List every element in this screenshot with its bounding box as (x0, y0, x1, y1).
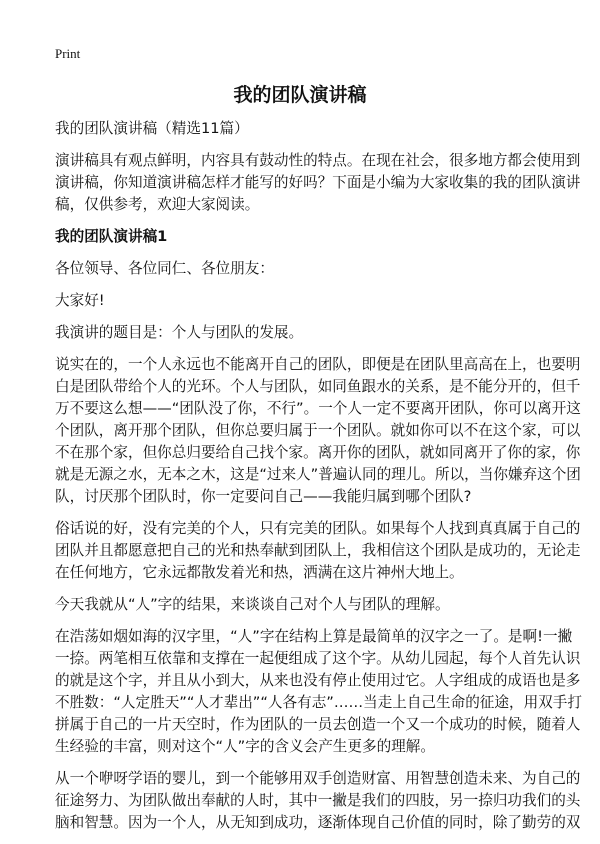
text-line: 就是无源之水，无本之木，这是“过来人”普遍认同的理儿。所以，当你嫌弃这个团 (55, 466, 581, 483)
page-title: 我的团队演讲稿 (233, 84, 367, 106)
text-line: 俗话说的好，没有完美的个人，只有完美的团队。如果每个人找到真真属于自己的 (55, 520, 581, 537)
paragraph (55, 768, 581, 834)
text-line: 团队并且都愿意把自己的光和热奉献到团队上，我相信这个团队是成功的，无论走 (55, 542, 581, 559)
text-line: 脑和智慧。因为一个人，从无知到成功，逐渐体现自己价值的同时，除了勤劳的双 (55, 814, 581, 831)
text-line: 演讲稿具有观点鲜明，内容具有鼓动性的特点。在现在社会，很多地方都会使用到 (55, 152, 581, 169)
text-line: 的就是这个字，并且从小到大，从来也没有停止使用过它。人字组成的成语也是多 (55, 672, 581, 689)
text-line: 我的团队演讲稿1 (55, 228, 168, 245)
paragraph (55, 118, 555, 140)
text-line: 个团队，离开那个团队，但你总要归属于一个团队。就如你可以不在这个家，可以 (55, 422, 581, 439)
text-line: 征途努力、为团队做出奉献的人时，其中一撇是我们的四肢，另一捺归功我们的头 (55, 792, 581, 809)
paragraph (55, 150, 581, 216)
text-line: 白是团队带给个人的光环。个人与团队，如同鱼跟水的关系，是不能分开的，但千 (55, 378, 581, 395)
paragraph (55, 322, 555, 344)
text-line: 队，讨厌那个团队时，你一定要问自己——我能归属到哪个团队? (55, 488, 472, 505)
text-line: 各位领导、各位同仁、各位朋友： (55, 260, 274, 277)
text-line: 一捺。两笔相互依靠和支撑在一起便组成了这个字。从幼儿园起，每个人首先认识 (55, 650, 581, 667)
paragraph (55, 626, 582, 758)
paragraph (55, 258, 555, 280)
text-line: 我的团队演讲稿（精选11篇） (55, 120, 249, 137)
paragraph (55, 594, 555, 616)
text-line: 稿，仅供参考，欢迎大家阅读。 (55, 196, 260, 213)
text-line: 拼属于自己的一片天空时，作为团队的一员去创造一个又一个成功的时候，随着人 (55, 716, 581, 733)
print-link[interactable]: Print (55, 46, 81, 61)
text-line: 不在那个家，但你总归要给自己找个家。离开你的团队，就如同离开了你的家，你 (55, 444, 581, 461)
text-line: 在浩荡如烟如海的汉字里，“人”字在结构上算是最简单的汉字之一了。是啊!一撇 (55, 628, 573, 645)
text-line: 今天我就从“人”字的结果，来谈谈自己对个人与团队的理解。 (55, 596, 450, 613)
text-line: 万不要这么想——“团队没了你，不行”。一个人一定不要离开团队，你可以离开这 (55, 400, 581, 417)
text-line: 在任何地方，它永远都散发着光和热，洒满在这片神州大地上。 (55, 564, 464, 581)
paragraph (55, 518, 581, 584)
text-line: 大家好! (55, 292, 105, 309)
paragraph (55, 290, 555, 312)
text-line: 我演讲的题目是：个人与团队的发展。 (55, 324, 304, 341)
paragraph (55, 354, 581, 508)
document-body (55, 118, 582, 844)
text-line: 说实在的，一个人永远也不能离开自己的团队，即便是在团队里高高在上，也要明 (55, 356, 581, 373)
text-line: 不胜数：“人定胜天”“人才辈出”“人各有志”……当走上自己生命的征途，用双手打 (55, 694, 582, 711)
section-heading (55, 226, 555, 248)
text-line: 演讲稿，你知道演讲稿怎样才能写的好吗？下面是小编为大家收集的我的团队演讲 (55, 174, 581, 191)
text-line: 从一个咿呀学语的婴儿，到一个能够用双手创造财富、用智慧创造未来、为自己的 (55, 770, 581, 787)
text-line: 生经验的丰富，则对这个“人”字的含义会产生更多的理解。 (55, 738, 435, 755)
